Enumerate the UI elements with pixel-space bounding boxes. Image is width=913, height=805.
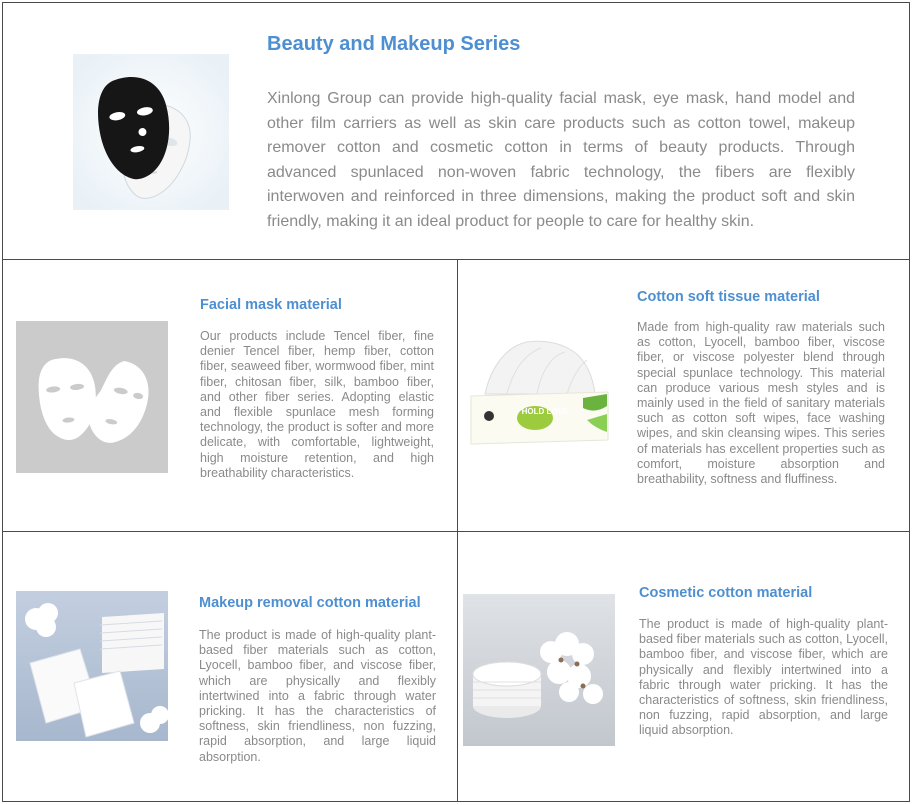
- cotton-rounds-icon: [463, 594, 615, 746]
- divider-row: [2, 531, 910, 532]
- card-title-facial-mask: Facial mask material: [200, 297, 342, 313]
- cotton-pads-icon: [16, 591, 168, 741]
- face-mask-icon: [16, 321, 168, 473]
- divider-hero: [2, 259, 910, 260]
- card-title-makeup-removal: Makeup removal cotton material: [199, 595, 421, 611]
- tissue-box-icon: [467, 336, 612, 448]
- hero-title: Beauty and Makeup Series: [267, 33, 521, 55]
- divider-column: [457, 259, 458, 802]
- card-text-cotton-tissue: Made from high-quality raw materials such as cotton, Lyocell, bamboo fiber, viscose fiber, or viscose polyester blend through special spunlace technology. This material can produce various mesh styles and is mainly used in the field of sanitary materials such as cotton soft wipes, face washing wipes, and skin cleansing wipes. This series of materials has excellent properties such as comfort, moisture absorption and breathability, softness and fluffiness.: [637, 320, 885, 487]
- card-text-facial-mask: Our products include Tencel fiber, fine denier Tencel fiber, hemp fiber, cotton fiber, seaweed fiber, wormwood fiber, mint fiber, chitosan fiber, silk, bamboo fiber, and other fiber series. Adopting elastic and flexible spunlace mesh forming technology, the product is softer and more delicate, with comfortable, lightweight, high moisture retention, and high breathability characteristics.: [200, 329, 434, 480]
- card-title-cotton-tissue: Cotton soft tissue material: [637, 289, 820, 305]
- card-title-cosmetic-cotton: Cosmetic cotton material: [639, 585, 813, 601]
- package-label: HOLD LOVE: [521, 407, 569, 416]
- card-text-makeup-removal: The product is made of high-quality plant-based fiber materials such as cotton, Lyocell, bamboo fiber, and viscose fiber, which are physically and flexibly intertwined into a fabric through water pricking. It has the characteristics of softness, skin friendliness, non fuzzing, rapid absorption, and large liquid absorption.: [199, 628, 436, 764]
- masks-image: [73, 54, 229, 210]
- card-text-cosmetic-cotton: The product is made of high-quality plant-based fiber materials such as cotton, Lyocell, bamboo fiber, and viscose fiber, which are physically and flexibly intertwined into a fabric through water pricking. It has the characteristics of softness, skin friendliness, non fuzzing, rapid absorption, and large liquid absorption.: [639, 617, 888, 738]
- hero-description: Xinlong Group can provide high-quality facial mask, eye mask, hand model and other film carriers as well as skin care products such as cotton towel, makeup remover cotton and cosmetic cotton in terms of beauty products. Through advanced spunlaced non-woven fabric technology, the fibers are flexibly interwoven and reinforced in three dimensions, making the product soft and skin friendly, making it an ideal product for people to care for healthy skin.: [267, 90, 855, 230]
